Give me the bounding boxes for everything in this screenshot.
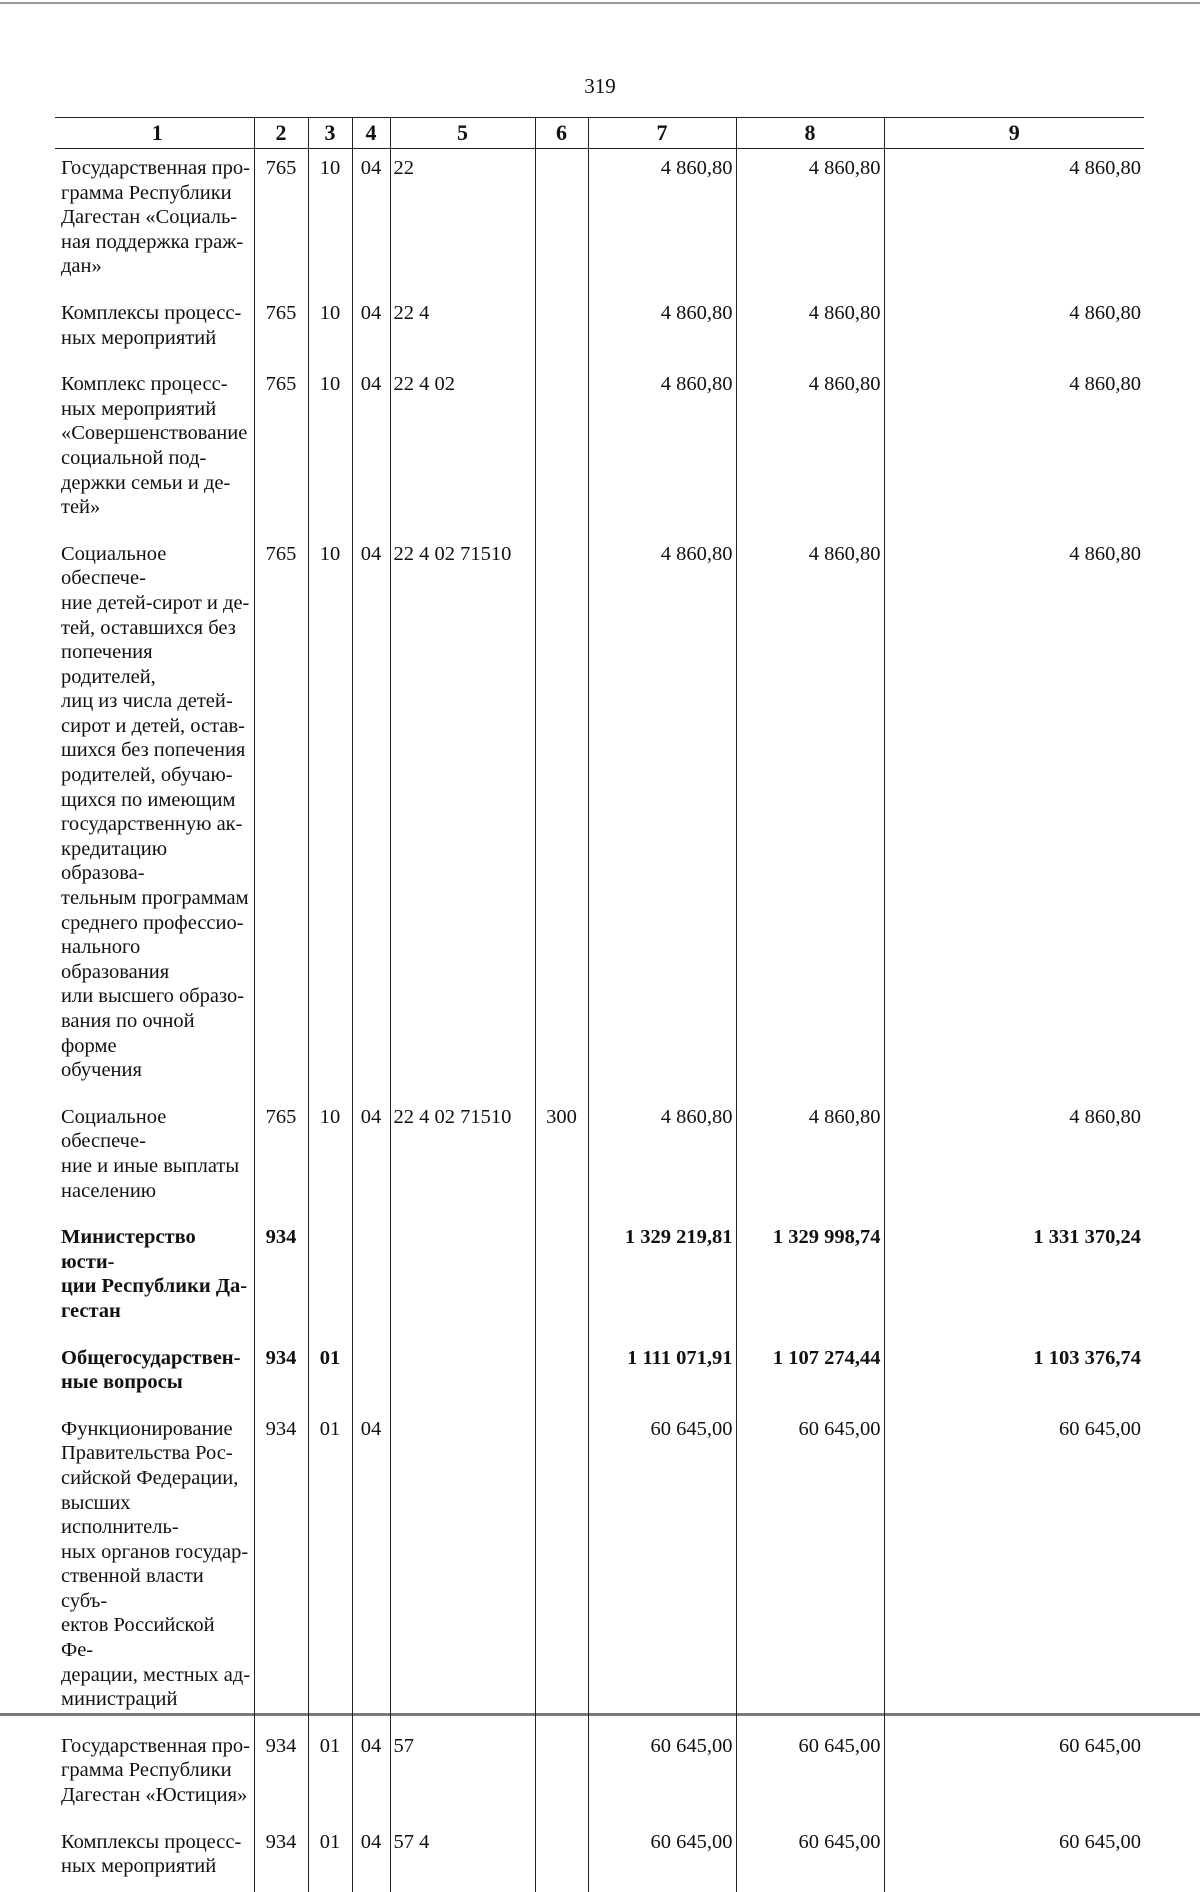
table-row (55, 1339, 1144, 1410)
table-row (55, 535, 1144, 1098)
page-number: 319 (584, 74, 616, 98)
row-name: Государственная про- грамма Республики Дагестан «Социаль- ная поддержка граж- дан» (55, 149, 254, 294)
cell-col-3: 10 (308, 365, 352, 535)
table-row (55, 1410, 1144, 1727)
scan-edge-bottom (0, 1713, 1200, 1716)
cell-col-7: 4 860,80 (588, 1098, 736, 1218)
cell-col-5: 22 4 02 71510 (390, 535, 535, 1098)
cell-col-9: 1 103 376,74 (884, 1339, 1144, 1410)
cell-col-6 (535, 1823, 588, 1892)
cell-col-3: 10 (308, 294, 352, 365)
cell-col-8: 4 860,80 (736, 535, 884, 1098)
table-row (55, 149, 1144, 294)
row-name: Министерство юсти- ции Республики Да- гестан (55, 1218, 254, 1338)
table-row (55, 1727, 1144, 1823)
cell-col-7: 60 645,00 (588, 1823, 736, 1892)
cell-col-7: 60 645,00 (588, 1727, 736, 1823)
cell-col-9: 4 860,80 (884, 294, 1144, 365)
cell-col-8: 4 860,80 (736, 149, 884, 294)
cell-col-3: 10 (308, 1098, 352, 1218)
cell-col-7: 4 860,80 (588, 149, 736, 294)
cell-col-8: 4 860,80 (736, 294, 884, 365)
column-header: 5 (390, 118, 535, 149)
cell-col-4: 04 (352, 1098, 390, 1218)
cell-col-2: 765 (254, 535, 308, 1098)
cell-col-3: 10 (308, 149, 352, 294)
cell-col-9: 4 860,80 (884, 1098, 1144, 1218)
row-name: Государственная про- грамма Республики Дагестан «Юстиция» (55, 1727, 254, 1823)
cell-col-4: 04 (352, 149, 390, 294)
table-body (55, 149, 1144, 1892)
cell-col-5 (390, 1339, 535, 1410)
cell-col-2: 934 (254, 1823, 308, 1892)
column-header: 4 (352, 118, 390, 149)
cell-col-8: 4 860,80 (736, 365, 884, 535)
row-name: Общегосударствен- ные вопросы (55, 1339, 254, 1410)
column-header: 1 (55, 118, 254, 149)
cell-col-2: 934 (254, 1410, 308, 1727)
cell-col-5 (390, 1410, 535, 1727)
cell-col-6 (535, 149, 588, 294)
cell-col-6: 300 (535, 1098, 588, 1218)
row-name: Комплексы процесс- ных мероприятий (55, 1823, 254, 1892)
cell-col-6 (535, 365, 588, 535)
cell-col-9: 60 645,00 (884, 1727, 1144, 1823)
cell-col-4: 04 (352, 1823, 390, 1892)
cell-col-4: 04 (352, 294, 390, 365)
cell-col-4 (352, 1339, 390, 1410)
cell-col-6 (535, 1339, 588, 1410)
cell-col-5: 57 (390, 1727, 535, 1823)
cell-col-4: 04 (352, 365, 390, 535)
cell-col-9: 60 645,00 (884, 1823, 1144, 1892)
column-header: 2 (254, 118, 308, 149)
cell-col-2: 934 (254, 1218, 308, 1338)
cell-col-2: 765 (254, 294, 308, 365)
cell-col-3 (308, 1218, 352, 1338)
table-row (55, 1098, 1144, 1218)
cell-col-7: 1 329 219,81 (588, 1218, 736, 1338)
row-name: Функционирование Правительства Рос- сийской Федерации, высших исполнитель- ных органов государ- ственной власти субъ- ектов Российской Фе- дерации, местных ад- министраций (55, 1410, 254, 1727)
cell-col-8: 60 645,00 (736, 1823, 884, 1892)
cell-col-5: 57 4 (390, 1823, 535, 1892)
header-row (55, 118, 1144, 149)
cell-col-7: 60 645,00 (588, 1410, 736, 1727)
cell-col-5: 22 4 02 (390, 365, 535, 535)
column-header: 8 (736, 118, 884, 149)
cell-col-2: 765 (254, 1098, 308, 1218)
column-header: 9 (884, 118, 1144, 149)
cell-col-8: 4 860,80 (736, 1098, 884, 1218)
column-header: 6 (535, 118, 588, 149)
cell-col-6 (535, 1218, 588, 1338)
cell-col-3: 10 (308, 535, 352, 1098)
column-header: 7 (588, 118, 736, 149)
cell-col-6 (535, 535, 588, 1098)
cell-col-3: 01 (308, 1410, 352, 1727)
table-row (55, 1218, 1144, 1338)
row-name: Социальное обеспече- ние и иные выплаты населению (55, 1098, 254, 1218)
cell-col-2: 934 (254, 1727, 308, 1823)
cell-col-9: 4 860,80 (884, 535, 1144, 1098)
cell-col-2: 934 (254, 1339, 308, 1410)
cell-col-7: 1 111 071,91 (588, 1339, 736, 1410)
cell-col-9: 1 331 370,24 (884, 1218, 1144, 1338)
row-name: Комплекс процесс- ных мероприятий «Совершенствование социальной под- держки семьи и де- тей» (55, 365, 254, 535)
cell-col-8: 1 107 274,44 (736, 1339, 884, 1410)
cell-col-5: 22 4 (390, 294, 535, 365)
cell-col-4 (352, 1218, 390, 1338)
cell-col-4: 04 (352, 535, 390, 1098)
table-row (55, 294, 1144, 365)
cell-col-2: 765 (254, 365, 308, 535)
cell-col-9: 4 860,80 (884, 149, 1144, 294)
cell-col-5 (390, 1218, 535, 1338)
cell-col-2: 765 (254, 149, 308, 294)
cell-col-3: 01 (308, 1727, 352, 1823)
cell-col-7: 4 860,80 (588, 535, 736, 1098)
cell-col-6 (535, 1727, 588, 1823)
cell-col-6 (535, 1410, 588, 1727)
cell-col-9: 4 860,80 (884, 365, 1144, 535)
cell-col-4: 04 (352, 1410, 390, 1727)
cell-col-8: 60 645,00 (736, 1727, 884, 1823)
column-header: 3 (308, 118, 352, 149)
cell-col-9: 60 645,00 (884, 1410, 1144, 1727)
cell-col-6 (535, 294, 588, 365)
cell-col-4: 04 (352, 1727, 390, 1823)
table-row (55, 1823, 1144, 1892)
row-name: Социальное обеспече- ние детей-сирот и де- тей, оставшихся без попечения родителей, лиц из числа детей- сирот и детей, остав- шихся без попечения родителей, обучаю- щихся по имеющим государственную ак- кредитацию образова- тельным программам среднего профессио- нального образования или высшего образо- вания по очной форме обучения (55, 535, 254, 1098)
cell-col-3: 01 (308, 1823, 352, 1892)
cell-col-8: 1 329 998,74 (736, 1218, 884, 1338)
scan-edge-top (0, 2, 1200, 4)
row-name: Комплексы процесс- ных мероприятий (55, 294, 254, 365)
cell-col-7: 4 860,80 (588, 294, 736, 365)
cell-col-3: 01 (308, 1339, 352, 1410)
budget-table (55, 117, 1144, 1892)
cell-col-5: 22 (390, 149, 535, 294)
cell-col-7: 4 860,80 (588, 365, 736, 535)
cell-col-8: 60 645,00 (736, 1410, 884, 1727)
table-row (55, 365, 1144, 535)
cell-col-5: 22 4 02 71510 (390, 1098, 535, 1218)
